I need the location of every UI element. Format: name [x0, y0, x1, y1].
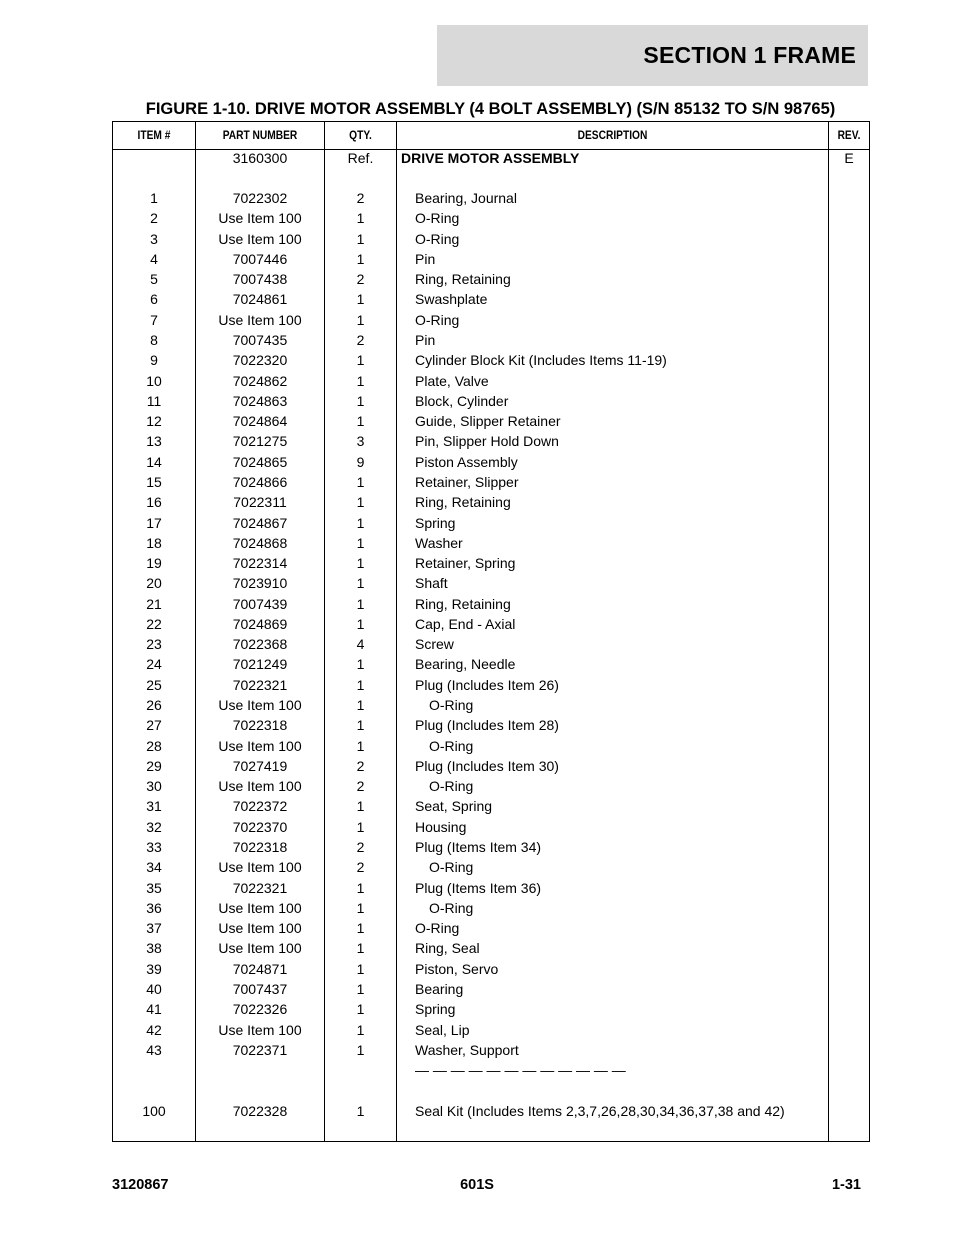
quantity-cell: 1: [356, 1021, 365, 1038]
table-row: [113, 533, 869, 553]
quantity-cell: 1: [356, 311, 365, 328]
table-row: [113, 817, 869, 837]
part-number-cell: Use Item 100: [218, 230, 302, 247]
item-number-cell: 33: [146, 839, 162, 855]
part-number-cell: Use Item 100: [218, 697, 302, 713]
table-row: [113, 654, 869, 674]
item-number-cell: 30: [146, 778, 162, 795]
part-number-cell: 7022318: [232, 839, 288, 855]
item-number-cell: 2: [150, 210, 158, 227]
table-row: [113, 148, 869, 168]
part-number-cell: 7027419: [232, 757, 288, 774]
part-number-cell: Use Item 100: [218, 899, 302, 916]
table-row: [113, 371, 869, 391]
item-number-cell: 42: [146, 1021, 162, 1038]
item-number-cell: 26: [146, 697, 162, 713]
description-cell: Spring: [415, 514, 456, 531]
quantity-cell: 1: [356, 230, 365, 247]
item-number-cell: 17: [146, 514, 162, 531]
part-number-cell: 7024869: [232, 615, 288, 632]
item-number-cell: 43: [146, 1041, 162, 1058]
part-number-cell: 7022372: [232, 798, 288, 815]
footer-document-number: 3120867: [112, 1177, 169, 1193]
quantity-cell: 1: [356, 879, 365, 896]
description-cell: Guide, Slipper Retainer: [415, 413, 561, 430]
table-row: [113, 594, 869, 614]
description-cell: Bearing, Journal: [415, 190, 517, 206]
quantity-cell: 1: [356, 1102, 365, 1119]
item-number-cell: 31: [146, 798, 162, 815]
description-cell: O-Ring: [415, 230, 460, 247]
quantity-cell: 2: [356, 757, 365, 774]
item-number-cell: 7: [150, 311, 158, 328]
quantity-cell: 1: [356, 291, 365, 308]
quantity-cell: 1: [356, 615, 365, 632]
description-cell: O-Ring: [415, 920, 460, 937]
parts-table: [112, 121, 870, 1142]
table-row: [113, 715, 869, 735]
quantity-cell: 1: [356, 1041, 365, 1058]
quantity-cell: 1: [356, 555, 365, 571]
quantity-cell: 2: [356, 778, 365, 795]
table-row: [113, 1020, 869, 1040]
quantity-cell: Ref.: [347, 150, 374, 166]
description-cell: Ring, Retaining: [415, 494, 511, 511]
quantity-cell: 2: [356, 271, 365, 288]
part-number-cell: 7022302: [232, 190, 288, 206]
item-number-cell: 21: [146, 595, 162, 612]
description-cell: Plug (Includes Item 26): [415, 676, 559, 693]
table-row: [113, 837, 869, 857]
part-number-cell: 7021249: [232, 656, 288, 673]
description-cell: Plug (Includes Item 28): [415, 717, 559, 734]
part-number-cell: 7022314: [232, 555, 288, 571]
description-cell: Retainer, Spring: [415, 555, 516, 571]
table-row: [113, 857, 869, 877]
item-number-cell: 20: [146, 575, 162, 592]
description-cell: Plug (Items Item 36): [415, 879, 542, 896]
item-number-cell: 22: [146, 615, 162, 632]
part-number-cell: 7021275: [232, 433, 288, 450]
part-number-cell: 7024863: [232, 392, 288, 409]
table-row: [113, 695, 869, 715]
description-cell: Seal Kit (Includes Items 2,3,7,26,28,30,34,36,37,38 and 42): [415, 1102, 785, 1119]
part-number-cell: Use Item 100: [218, 210, 302, 227]
quantity-cell: 1: [356, 697, 365, 713]
part-number-cell: 7022368: [232, 636, 288, 653]
table-row: [113, 188, 869, 208]
part-number-cell: 7024866: [232, 473, 288, 490]
table-row: [113, 249, 869, 269]
item-number-cell: 10: [146, 372, 162, 389]
table-row: [113, 350, 869, 370]
description-cell: O-Ring: [415, 210, 460, 227]
table-row: [113, 1101, 869, 1121]
part-number-cell: Use Item 100: [218, 1021, 302, 1038]
quantity-cell: 1: [356, 473, 365, 490]
description-cell: Pin: [415, 250, 436, 267]
description-cell: Piston Assembly: [415, 453, 518, 470]
description-cell: DRIVE MOTOR ASSEMBLY: [401, 150, 580, 166]
column-header-part-number: PART NUMBER: [222, 128, 298, 142]
description-cell: Screw: [415, 636, 454, 653]
part-number-cell: 7007435: [232, 332, 288, 348]
table-row: [113, 634, 869, 654]
item-number-cell: 4: [150, 250, 158, 267]
table-row: [113, 472, 869, 492]
item-number-cell: 11: [146, 392, 162, 409]
part-number-cell: 7007446: [232, 250, 288, 267]
part-number-cell: 7024868: [232, 534, 288, 551]
item-number-cell: 8: [150, 332, 158, 348]
quantity-cell: 1: [356, 413, 365, 430]
table-row: [113, 1060, 869, 1080]
quantity-cell: 3: [356, 433, 365, 450]
part-number-cell: 7007438: [232, 271, 288, 288]
description-cell: Washer, Support: [415, 1041, 519, 1058]
quantity-cell: 1: [356, 575, 365, 592]
quantity-cell: 1: [356, 494, 365, 511]
part-number-cell: 7024865: [232, 453, 288, 470]
description-cell: O-Ring: [429, 778, 474, 795]
description-cell: — — — — — — — — — — — —: [415, 1062, 626, 1078]
description-cell: Washer: [415, 534, 463, 551]
item-number-cell: 18: [146, 534, 162, 551]
item-number-cell: 34: [146, 859, 162, 876]
item-number-cell: 100: [142, 1102, 166, 1119]
item-number-cell: 3: [150, 230, 158, 247]
column-header-item: ITEM #: [137, 128, 171, 142]
description-cell: Cylinder Block Kit (Includes Items 11-19): [415, 352, 667, 369]
quantity-cell: 1: [356, 676, 365, 693]
quantity-cell: 1: [356, 656, 365, 673]
description-cell: Shaft: [415, 575, 448, 592]
quantity-cell: 1: [356, 392, 365, 409]
description-cell: Seal, Lip: [415, 1021, 470, 1038]
table-row: [113, 979, 869, 999]
item-number-cell: 1: [150, 190, 158, 206]
item-number-cell: 12: [146, 413, 162, 430]
item-number-cell: 36: [146, 899, 162, 916]
table-row: [113, 330, 869, 350]
part-number-cell: 7022328: [232, 1102, 288, 1119]
part-number-cell: 7024864: [232, 413, 288, 430]
part-number-cell: Use Item 100: [218, 311, 302, 328]
table-row: [113, 776, 869, 796]
footer-model: 601S: [460, 1177, 494, 1193]
description-cell: O-Ring: [429, 697, 474, 713]
item-number-cell: 32: [146, 818, 162, 835]
table-row: [113, 310, 869, 330]
description-cell: O-Ring: [429, 737, 474, 754]
item-number-cell: 9: [150, 352, 158, 369]
description-cell: Pin: [415, 332, 436, 348]
section-title: SECTION 1 FRAME: [643, 42, 856, 68]
item-number-cell: 19: [146, 555, 162, 571]
table-row: [113, 229, 869, 249]
quantity-cell: 1: [356, 372, 365, 389]
column-header-rev: REV.: [837, 128, 861, 142]
quantity-cell: 1: [356, 737, 365, 754]
part-number-cell: Use Item 100: [218, 920, 302, 937]
description-cell: Cap, End - Axial: [415, 615, 516, 632]
quantity-cell: 1: [356, 250, 365, 267]
part-number-cell: Use Item 100: [218, 859, 302, 876]
table-row: [113, 736, 869, 756]
footer-page-number: 1-31: [831, 1177, 861, 1193]
description-cell: Plug (Includes Item 30): [415, 757, 559, 774]
item-number-cell: 38: [146, 940, 162, 957]
description-cell: Bearing, Needle: [415, 656, 516, 673]
part-number-cell: 7024867: [232, 514, 288, 531]
description-cell: O-Ring: [429, 859, 474, 876]
description-cell: Piston, Servo: [415, 960, 499, 977]
item-number-cell: 37: [146, 920, 162, 937]
quantity-cell: 1: [356, 534, 365, 551]
table-row: [113, 289, 869, 309]
quantity-cell: 2: [356, 839, 365, 855]
quantity-cell: 1: [356, 210, 365, 227]
description-cell: Seat, Spring: [415, 798, 493, 815]
quantity-cell: 1: [356, 798, 365, 815]
part-number-cell: 7022321: [232, 879, 288, 896]
part-number-cell: Use Item 100: [218, 778, 302, 795]
part-number-cell: Use Item 100: [218, 940, 302, 957]
description-cell: O-Ring: [429, 899, 474, 916]
column-header-description: DESCRIPTION: [577, 128, 648, 142]
description-cell: Housing: [415, 818, 467, 835]
table-row: [113, 431, 869, 451]
table-row: [113, 1040, 869, 1060]
table-row: [113, 573, 869, 593]
item-number-cell: 15: [146, 473, 162, 490]
item-number-cell: 39: [146, 960, 162, 977]
item-number-cell: 14: [146, 453, 162, 470]
item-number-cell: 29: [146, 757, 162, 774]
revision-cell: E: [844, 150, 854, 166]
quantity-cell: 4: [356, 636, 365, 653]
table-row: [113, 796, 869, 816]
description-cell: Ring, Seal: [415, 940, 480, 957]
quantity-cell: 1: [356, 899, 365, 916]
part-number-cell: 7022318: [232, 717, 288, 734]
table-row: [113, 411, 869, 431]
item-number-cell: 27: [146, 717, 162, 734]
table-row: [113, 938, 869, 958]
table-row: [113, 492, 869, 512]
item-number-cell: 13: [146, 433, 162, 450]
part-number-cell: 7022321: [232, 676, 288, 693]
description-cell: Plate, Valve: [415, 372, 489, 389]
part-number-cell: Use Item 100: [218, 737, 302, 754]
part-number-cell: 7022320: [232, 352, 288, 369]
quantity-cell: 1: [356, 352, 365, 369]
description-cell: Ring, Retaining: [415, 271, 511, 288]
part-number-cell: 7022370: [232, 818, 288, 835]
item-number-cell: 5: [150, 271, 158, 288]
column-header-qty: QTY.: [349, 128, 372, 142]
item-number-cell: 23: [146, 636, 162, 653]
table-row: [113, 452, 869, 472]
item-number-cell: 16: [146, 494, 162, 511]
table-row: [113, 756, 869, 776]
table-row: [113, 269, 869, 289]
part-number-cell: 7022371: [232, 1041, 288, 1058]
section-banner: [437, 25, 868, 86]
part-number-cell: 7024862: [232, 372, 288, 389]
item-number-cell: 6: [150, 291, 158, 308]
description-cell: Bearing: [415, 980, 464, 997]
description-cell: Pin, Slipper Hold Down: [415, 433, 559, 450]
description-cell: Block, Cylinder: [415, 392, 509, 409]
quantity-cell: 1: [356, 595, 365, 612]
item-number-cell: 35: [146, 879, 162, 896]
item-number-cell: 25: [146, 676, 162, 693]
item-number-cell: 24: [146, 656, 162, 673]
description-cell: Retainer, Slipper: [415, 473, 519, 490]
quantity-cell: 2: [356, 190, 365, 206]
table-row: [113, 391, 869, 411]
table-row: [113, 553, 869, 573]
quantity-cell: 1: [356, 960, 365, 977]
table-row: [113, 614, 869, 634]
table-row: [113, 878, 869, 898]
part-number-cell: 7022326: [232, 1001, 288, 1018]
table-row: [113, 675, 869, 695]
part-number-cell: 3160300: [232, 150, 288, 166]
table-row: [113, 208, 869, 228]
description-cell: Ring, Retaining: [415, 595, 511, 612]
item-number-cell: 41: [146, 1001, 162, 1018]
table-row: [113, 999, 869, 1019]
table-row: [113, 918, 869, 938]
quantity-cell: 9: [356, 453, 365, 470]
description-cell: Swashplate: [415, 291, 488, 308]
quantity-cell: 1: [356, 940, 365, 957]
part-number-cell: 7022311: [233, 494, 287, 511]
quantity-cell: 1: [356, 1001, 365, 1018]
figure-title: FIGURE 1-10. DRIVE MOTOR ASSEMBLY (4 BOLT ASSEMBLY) (S/N 85132 TO S/N 98765): [145, 100, 836, 118]
item-number-cell: 40: [146, 980, 162, 997]
part-number-cell: 7007439: [232, 595, 288, 612]
part-number-cell: 7024861: [232, 291, 288, 308]
quantity-cell: 1: [356, 980, 365, 997]
description-cell: Spring: [415, 1001, 456, 1018]
part-number-cell: 7007437: [232, 980, 288, 997]
quantity-cell: 1: [356, 514, 365, 531]
quantity-cell: 1: [356, 717, 365, 734]
quantity-cell: 1: [356, 920, 365, 937]
table-row: [113, 959, 869, 979]
table-row: [113, 513, 869, 533]
table-row: [113, 898, 869, 918]
item-number-cell: 28: [146, 737, 162, 754]
description-cell: O-Ring: [415, 311, 460, 328]
part-number-cell: 7023910: [232, 575, 288, 592]
description-cell: Plug (Items Item 34): [415, 839, 542, 855]
quantity-cell: 2: [356, 332, 365, 348]
quantity-cell: 1: [356, 818, 365, 835]
quantity-cell: 2: [356, 859, 365, 876]
part-number-cell: 7024871: [232, 960, 288, 977]
